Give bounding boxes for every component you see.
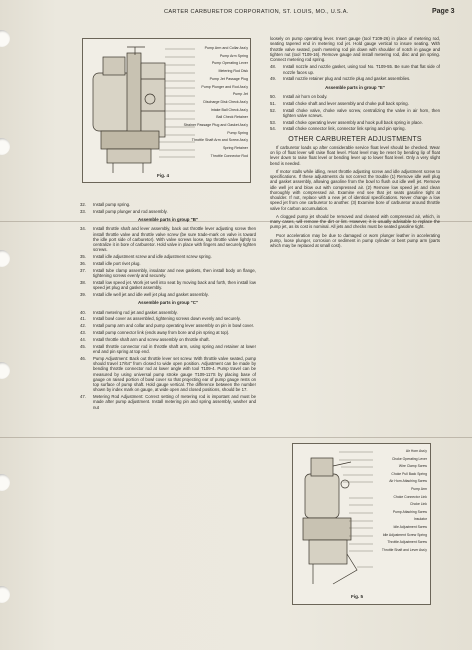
step-text: Install metering rod jet and gasket assembly. <box>93 309 178 315</box>
step-text: Install tube clamp assembly, insulator and new gaskets, then install body on flange, tightening screws evenly and securely. <box>93 267 256 279</box>
figure-5-caption: Fig. 5 <box>351 594 363 599</box>
step-number: 49. <box>270 76 276 82</box>
step-item <box>270 64 440 75</box>
callout-label: Pump Spring <box>227 130 248 135</box>
step-item <box>270 126 440 131</box>
figure-5-labels <box>351 448 427 554</box>
step-number: 48. <box>270 64 276 70</box>
callout-label: Choke Pull Back Spring <box>391 471 427 476</box>
callout-label: Spring Retainer <box>223 146 248 151</box>
step-number: 51. <box>270 100 276 106</box>
step-item <box>80 268 256 279</box>
step-item <box>80 394 256 410</box>
callout-label: Metering Rod Disk <box>218 69 248 74</box>
step-item <box>80 330 256 335</box>
binder-hole <box>0 138 10 155</box>
step-text: Install nozzle and nozzle gasket, using tool No. T109-55. Be sure that flat side of nozzle faces up. <box>283 64 440 75</box>
step-item <box>80 226 256 252</box>
step-item <box>80 292 256 297</box>
callout-label: Air Horn Ass'y <box>405 449 427 453</box>
step-number: 43. <box>80 330 86 336</box>
step-text: Install pump spring. <box>93 202 131 207</box>
group-heading: Assemble parts in group "B" <box>137 217 199 223</box>
callout-label: Choke Connector Link <box>393 494 427 499</box>
step-item <box>270 120 440 125</box>
step-text: Install choke shaft and lever assembly and choke pull back spring. <box>283 100 409 106</box>
figure-4-labels <box>178 45 248 161</box>
step-number: 45. <box>80 343 86 349</box>
step-number: 38. <box>80 279 86 285</box>
step-item <box>80 323 256 328</box>
callout-label: Choke Operating Lever <box>391 456 427 461</box>
figure-5 <box>292 443 431 605</box>
step-item <box>80 261 256 266</box>
paragraph: Poor acceleration may be due to damaged or worn plunger leather in accelerating pump, loose plunger, corrosion or sediment in pump cylinder or bent pump arm (parts which may be replaced at small cost). <box>270 232 440 249</box>
callout-label: Wire Clamp Screw <box>398 464 427 469</box>
callout-label: Throttle Shaft and Lever Ass'y <box>381 547 427 552</box>
step-text: Install pump plunger and rod assembly. <box>93 208 168 214</box>
step-number: 46. <box>80 355 86 361</box>
step-text: Install choke operating lever assembly and hook pull back spring in place. <box>283 119 423 125</box>
step-number: 34. <box>80 226 86 232</box>
page-fold <box>0 437 472 438</box>
page-number: Page 3 <box>432 8 455 15</box>
step-text: Install bowl cover as assembled, tightening screws down evenly and securely. <box>93 316 241 322</box>
step-item <box>270 101 440 106</box>
callout-label: Pump Jet Passage Plug <box>209 76 248 81</box>
binder-hole <box>0 586 10 603</box>
callout-label: Throttle Shaft Arm and Screw Ass'y <box>191 138 248 143</box>
callout-label: Strainer Passage Plug and Gasket Ass'y <box>183 123 248 128</box>
callout-label: Intake Ball Check Ass'y <box>210 107 248 112</box>
callout-label: Air Horn Attaching Screw <box>389 479 427 484</box>
step-text: Install pump arm and collar and pump operating lever assembly on pin in bowl cover. <box>93 323 254 329</box>
step-item <box>80 209 256 214</box>
page-header: CARTER CARBURETOR CORPORATION, ST. LOUIS, MO., U.S.A. <box>164 9 349 15</box>
step-number: 40. <box>80 309 86 315</box>
figure-4-caption: Fig. 4 <box>157 173 169 178</box>
step-text: Install throttle connector rod in throttle shaft arm, using spring and retainer at lower end and pin spring at top end. <box>93 343 256 355</box>
step-text: Install idle port rivet plug. <box>93 261 141 267</box>
step-number: 52. <box>270 107 276 113</box>
step-text: Install air horn on body. <box>283 93 328 99</box>
step-number: 35. <box>80 254 86 260</box>
callout-label: Ball Check Retainer <box>216 115 248 120</box>
paragraph: A clogged pump jet should be removed and cleaned with compressed air, which, in many cases, will remove the dirt or lint. However, it is usually advisable to replace the pump jet, as its cost is nominal. All jets and checks must be seated gasoline tight. <box>270 213 440 230</box>
step-item <box>80 310 256 315</box>
step-number: 37. <box>80 267 86 273</box>
step-number: 42. <box>80 323 86 329</box>
callout-label: Pump Jet <box>232 92 248 97</box>
callout-label: Idle Adjustment Screw Spring <box>382 532 427 537</box>
step-item <box>80 202 256 207</box>
callout-label: Idle Adjustment Screw <box>393 524 427 529</box>
step-item <box>80 280 256 291</box>
step-number: 47. <box>80 394 86 400</box>
paragraph: If motor stalls while idling, reset throttle adjusting screw and idle adjustment screw to specifications. If these adjustments do not correct the trouble (1) Remove idle well plug and gasket assembly, allowing gasoline from the bowl to flush out idle well jet. Remove idle well jet and blow out with compressed air. (2) Remove low speed jet and clean thoroughly with compressed air. Examine end see that jet seats gasoline tight at shoulder. If not, replace with a new jet of identical specifications. Never change a low speed jet from one carburetor to another. (3) Examine bore of carburetor around throttle valve for carbon accumulation. <box>270 168 440 211</box>
callout-label: Pump Operating Lever <box>211 61 248 66</box>
step-number: 39. <box>80 292 86 298</box>
callout-label: Insulator <box>413 517 427 522</box>
step-item <box>80 316 256 321</box>
step-number: 32. <box>80 202 86 207</box>
step-number: 36. <box>80 261 86 267</box>
group-heading: Assemble parts in group "C" <box>137 300 199 306</box>
callout-label: Discharge Disk Check Ass'y <box>203 99 248 104</box>
callout-label: Pump Arm Spring <box>219 53 248 58</box>
step-text: Pump Adjustment: Back out throttle lever set screw. With throttle valve seated, pump should travel 17/64" from closed to wide open position. Adjustment can be made by bending throttle connector rod at lower angle with tool T109-4. Pump travel can be measured by using universal pump stroke gauge T109-117S by placing base of gauge on raised portion of bowl cover so that projecting ear of pump gauge rests on top surface of pump shaft. Hold gauge vertical. The difference between the number shown by index mark on gauge, at wide open and closed positions, should be 17. <box>93 355 256 393</box>
callout-label: Pump Arm and Collar Ass'y <box>204 46 248 50</box>
binder-hole <box>0 474 10 491</box>
step-text: Install choke connector link, connector link spring and pin spring. <box>283 126 406 132</box>
step-text: Install throttle shaft and lever assembly, back out throttle lever adjusting screw then install throttle valve and throttle valve screw (be sure trade-mark on valve is toward the idle port side of carburetor). With valve screws loose, tap throttle valve lightly to centralize it in bore of carburetor. Hold valve in place with fingers and securely tighten screws. <box>93 226 256 253</box>
binder-hole <box>0 362 10 379</box>
callout-label: Throttle Connector Rod <box>210 153 248 158</box>
callout-label: Pump Attaching Screw <box>392 509 427 514</box>
callout-label: Choke Link <box>410 502 427 507</box>
step-number: 50. <box>270 93 276 99</box>
step-text: Install nozzle retainer plug and nozzle plug and gasket assemblies. <box>283 76 411 82</box>
section-heading: OTHER CARBURETER ADJUSTMENTS <box>288 135 422 143</box>
callout-label: Pump Arm <box>411 486 427 491</box>
step-text: Install pump connector link (ends away from bore and pin spring at top). <box>93 330 230 336</box>
step-number: 33. <box>80 208 86 214</box>
binder-hole <box>0 30 10 47</box>
right-column <box>270 36 440 251</box>
callout-label: Throttle Adjustment Screw <box>387 540 427 545</box>
step-text: Install idle adjustment screw and idle adjustment screw spring. <box>93 254 212 260</box>
step-number: 41. <box>80 316 86 322</box>
step-item <box>80 337 256 342</box>
step-text: Install idle well jet and idle well jet plug and gasket assembly. <box>93 292 209 298</box>
step-item <box>80 254 256 259</box>
continued-text: loosely on pump operating lever. Insert gauge (tool T109-26) in place of metering rod, seating tapered end in metering rod jet. Hold gauge vertical to insure seating. With throttle valve seated, push metering rod pin down with shoulder of notch in gauge and tighten nut (tool T109-16). Remove gauge and install metering rod, disc and pin spring. Connect metering rod spring. <box>270 36 440 62</box>
group-heading: Assemble parts in group "E" <box>325 84 385 90</box>
left-column <box>80 202 256 412</box>
step-item <box>80 356 256 393</box>
step-number: 54. <box>270 126 276 132</box>
step-text: Install choke valve, choke valve screw, centralizing the valve in air horn, then tighten valve screws. <box>283 107 440 118</box>
step-text: Metering Rod Adjustment: Correct setting of metering rod is important and must be made after pump adjustment. Install metering pin and spring assembly, washer and nut <box>93 394 256 410</box>
callout-label: Pump Plunger and Rod Ass'y <box>201 84 248 89</box>
figure-4 <box>82 38 251 183</box>
paragraph: If carburetor loads up after considerable service float level should be checked. Wear on lip of float lever will raise float level. Float level may be reset by bending lip of float lever down to raise float level or bending lever up to lower float level. Only a very slight bend is needed. <box>270 144 440 166</box>
step-text: Install low speed jet. Work jet well into seat by moving back and forth, then install low speed jet plug and gasket assembly. <box>93 279 256 291</box>
step-number: 53. <box>270 119 276 125</box>
binder-hole <box>0 250 10 267</box>
step-item <box>270 94 440 99</box>
step-item <box>270 108 440 119</box>
step-item <box>270 76 440 81</box>
step-item <box>80 344 256 355</box>
step-number: 44. <box>80 336 86 342</box>
step-text: Install throttle shaft arm and screw assembly on throttle shaft. <box>93 336 210 342</box>
